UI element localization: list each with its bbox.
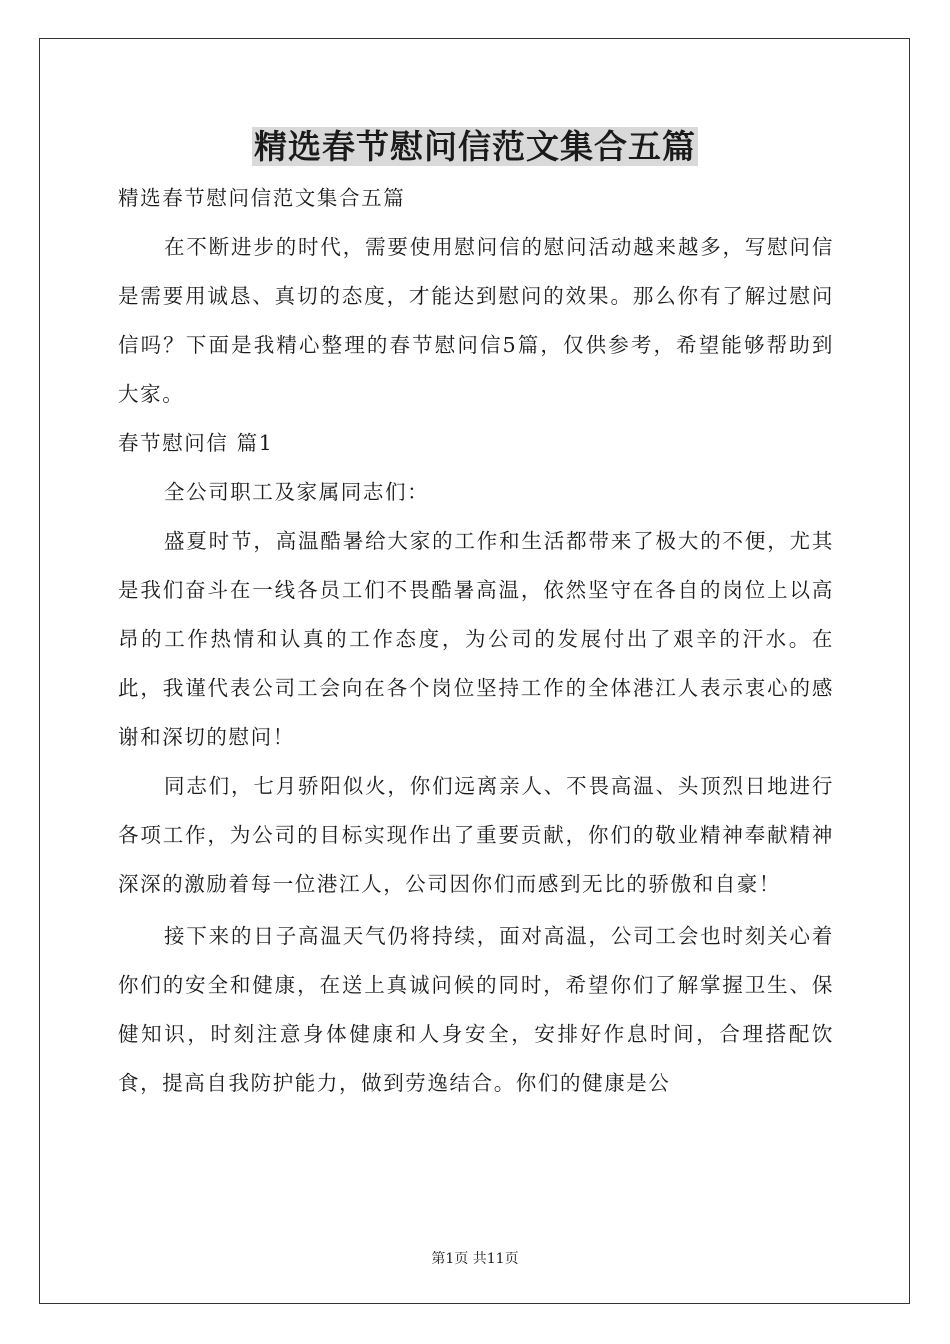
body-paragraph: 盛夏时节，高温酷暑给大家的工作和生活都带来了极大的不便，尤其是我们奋斗在一线各员工们不畏酷暑高温，依然坚守在各自的岗位上以高昂的工作热情和认真的工作态度，为公司的发展付出了艰辛的汗水。在此，我谨代表公司工会向在各个岗位坚持工作的全体港江人表示衷心的感谢和深切的慰问！ <box>118 529 834 749</box>
intro-paragraph: 在不断进步的时代，需要使用慰问信的慰问活动越来越多，写慰问信是需要用诚恳、真切的态度，才能达到慰问的效果。那么你有了解过慰问信吗？下面是我精心整理的春节慰问信5篇，仅供参考，希望能够帮助到大家。 <box>118 235 834 406</box>
subtitle-paragraph: 精选春节慰问信范文集合五篇 <box>118 186 406 210</box>
section-heading: 春节慰问信 篇1 <box>118 431 274 455</box>
salutation-paragraph: 全公司职工及家属同志们： <box>164 480 430 504</box>
body-paragraph: 接下来的日子高温天气仍将持续，面对高温，公司工会也时刻关心着你们的安全和健康，在送上真诚问候的同时，希望你们了解掌握卫生、保健知识，时刻注意身体健康和人身安全，安排好作息时间，合理搭配饮食，提高自我防护能力，做到劳逸结合。你们的健康是公 <box>118 924 834 1095</box>
document-title-text: 精选春节慰问信范文集合五篇 <box>254 127 696 166</box>
page-footer: 第1页 共11页 <box>431 1251 519 1267</box>
document-body <box>118 174 834 1108</box>
body-paragraph: 同志们，七月骄阳似火，你们远离亲人、不畏高温、头顶烈日地进行各项工作，为公司的目标实现作出了重要贡献，你们的敬业精神奉献精神深深的激励着每一位港江人，公司因你们而感到无比的骄傲和自豪！ <box>118 774 834 896</box>
document-title <box>0 124 950 170</box>
